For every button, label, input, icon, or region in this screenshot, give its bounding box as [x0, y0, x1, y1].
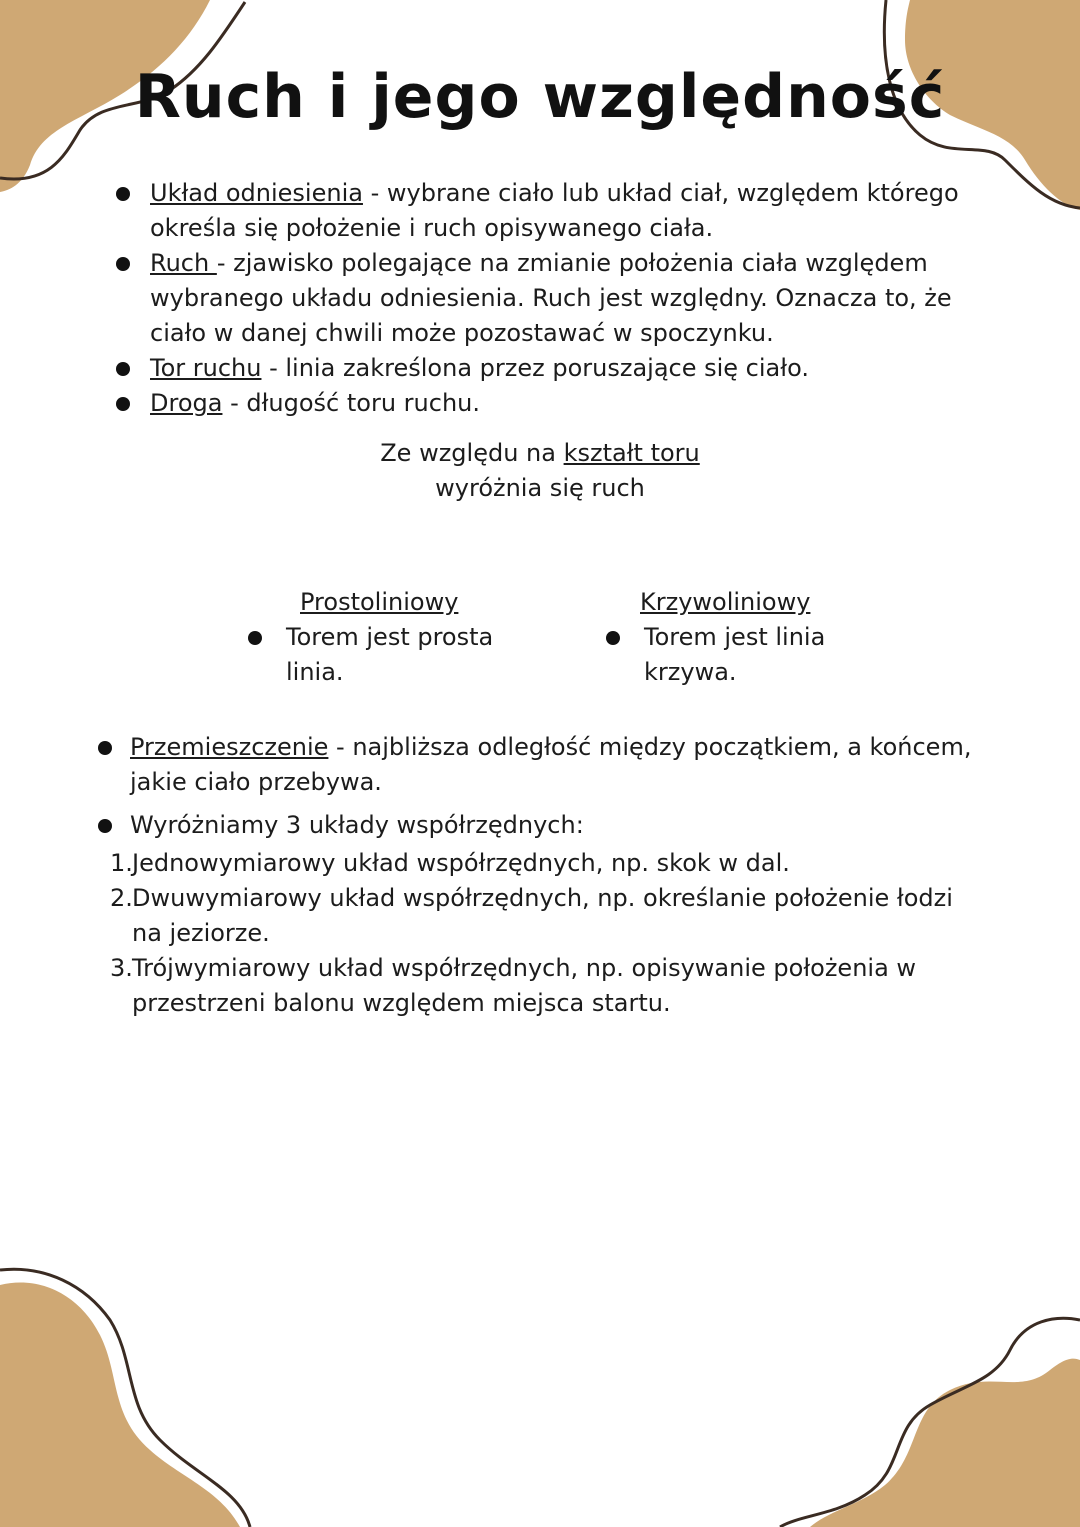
- intro-line2: wyróżnia się ruch: [435, 474, 645, 502]
- list-item: [110, 846, 970, 881]
- list-item: [112, 246, 992, 351]
- column-curved: [606, 585, 866, 690]
- term: Tor ruchu: [150, 354, 262, 382]
- list-item: [96, 808, 976, 843]
- column-item-text: Torem jest linia krzywa.: [644, 623, 826, 686]
- list-item: [110, 951, 970, 1021]
- page-title: Ruch i jego względność: [134, 62, 946, 132]
- shape-intro: [250, 436, 830, 506]
- bullet-icon: [98, 819, 112, 833]
- bullet-icon: [606, 631, 620, 645]
- bullet-icon: [116, 187, 130, 201]
- corner-blob-bottom-left: [0, 1265, 260, 1527]
- term: Układ odniesienia: [150, 179, 363, 207]
- definition-text: - wybrane ciało lub układ ciał, względem którego określa się położenie i ruch opisywanego ciała.: [150, 179, 959, 242]
- item-text: Trójwymiarowy układ współrzędnych, np. opisywanie położenia w przestrzeni balonu względem miejsca startu.: [132, 954, 917, 1017]
- list-item: [112, 386, 992, 421]
- item-text: Dwuwymiarowy układ współrzędnych, np. określanie położenie łodzi na jeziorze.: [132, 884, 953, 947]
- bullet-icon: [248, 631, 262, 645]
- bullet-icon: [116, 397, 130, 411]
- column-item: [248, 620, 538, 690]
- coordinate-systems-list: [110, 846, 970, 1021]
- definition-text: - najbliższa odległość między początkiem, a końcem, jakie ciało przebywa.: [130, 733, 972, 796]
- list-item: [96, 730, 976, 800]
- column-heading: Prostoliniowy: [300, 588, 459, 616]
- item-number: 1.: [110, 849, 133, 877]
- intro-term: kształt toru: [563, 439, 700, 467]
- definition-text: - zjawisko polegające na zmianie położenia ciała względem wybranego układu odniesienia. Ruch jest względny. Oznacza to, że ciało w danej chwili może pozostawać w spoczynku.: [150, 249, 952, 347]
- column-heading: Krzywoliniowy: [640, 588, 811, 616]
- systems-intro: Wyróżniamy 3 układy współrzędnych:: [130, 811, 584, 839]
- bullet-icon: [98, 741, 112, 755]
- term: Droga: [150, 389, 223, 417]
- corner-blob-bottom-right: [770, 1310, 1080, 1527]
- definitions-list: [112, 176, 992, 421]
- term: Ruch: [150, 249, 217, 277]
- bullet-icon: [116, 362, 130, 376]
- term: Przemieszczenie: [130, 733, 329, 761]
- column-item-text: Torem jest prosta linia.: [286, 623, 494, 686]
- intro-prefix: Ze względu na: [380, 439, 564, 467]
- column-item: [606, 620, 866, 690]
- column-straight: [248, 585, 538, 690]
- list-item: [112, 176, 992, 246]
- item-number: 3.: [110, 954, 133, 982]
- definition-text: - długość toru ruchu.: [222, 389, 481, 417]
- item-text: Jednowymiarowy układ współrzędnych, np. skok w dal.: [132, 849, 790, 877]
- definition-text: - linia zakreślona przez poruszające się ciało.: [261, 354, 809, 382]
- item-number: 2.: [110, 884, 133, 912]
- bullet-icon: [116, 257, 130, 271]
- list-item: [110, 881, 970, 951]
- list-item: [112, 351, 992, 386]
- more-list: [96, 730, 976, 851]
